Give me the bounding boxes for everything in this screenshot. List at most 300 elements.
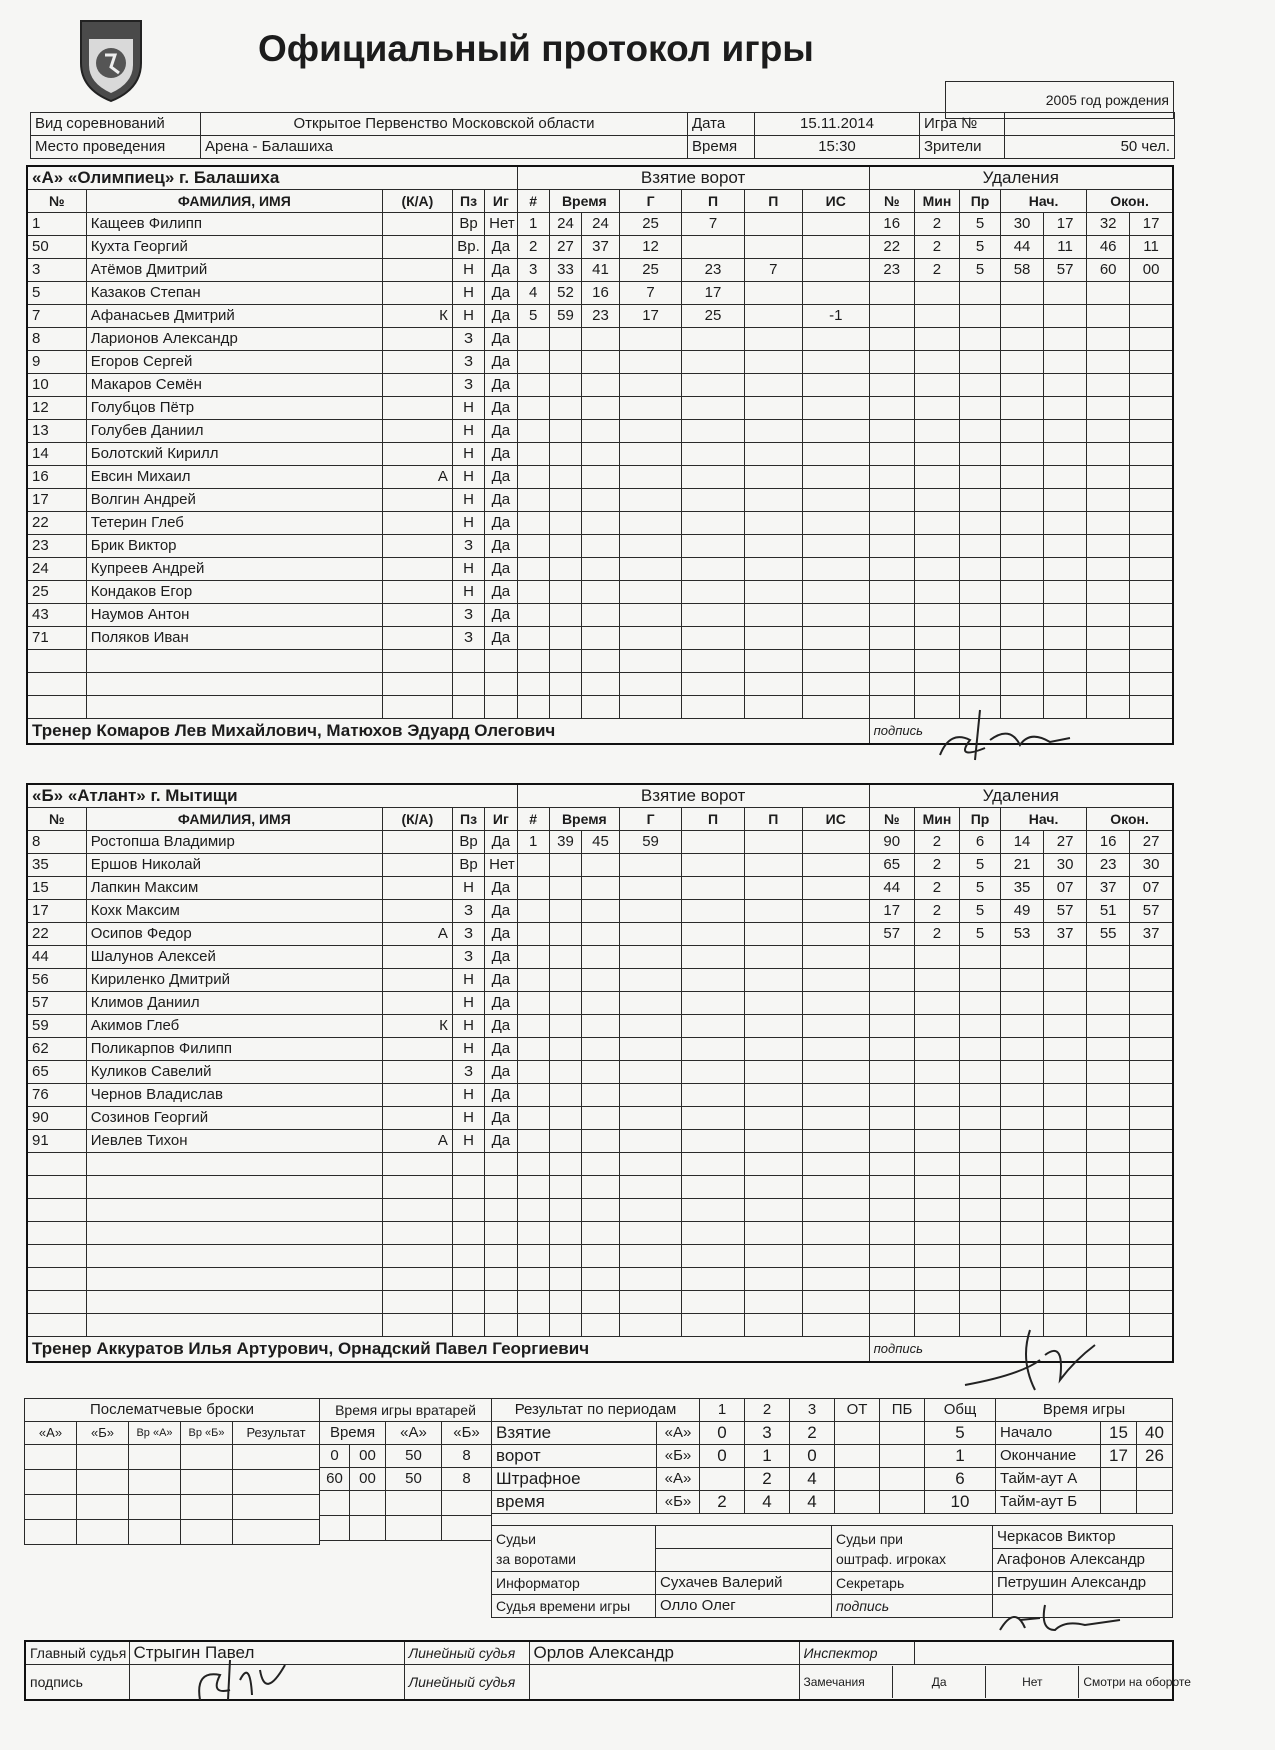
penalty-cell: [1044, 1245, 1087, 1268]
goal-cell: [744, 604, 802, 627]
col-goal-scorer: Г: [619, 808, 681, 831]
penalty-cell: [1130, 1038, 1173, 1061]
penalty-cell: [1087, 328, 1130, 351]
goal-cell: [744, 397, 802, 420]
goal-cell: [517, 1015, 549, 1038]
player-role: [382, 489, 452, 512]
player-row: [27, 1199, 1173, 1222]
penalty-cell: [1001, 1222, 1044, 1245]
player-row: [27, 512, 1173, 535]
player-pos: З: [452, 900, 484, 923]
penalty-cell: [1087, 1268, 1130, 1291]
goal-cell: [682, 1130, 744, 1153]
player-role: [382, 877, 452, 900]
player-name: Волгин Андрей: [86, 489, 382, 512]
penalty-cell: [1130, 1130, 1173, 1153]
goal-cell: [517, 877, 549, 900]
player-played: Да: [485, 236, 517, 259]
penalty-cell: [1001, 1153, 1044, 1176]
player-num: 7: [27, 305, 86, 328]
player-row: [27, 259, 1173, 282]
player-pos: З: [452, 535, 484, 558]
team-a-label: «А»: [657, 1422, 700, 1445]
penalty-cell: [1044, 351, 1087, 374]
goal-cell: [619, 1038, 681, 1061]
penalty-cell: [914, 992, 959, 1015]
penalty-cell: [914, 512, 959, 535]
penalty-cell: [1087, 992, 1130, 1015]
col-name: ФАМИЛИЯ, ИМЯ: [86, 808, 382, 831]
player-role: [382, 213, 452, 236]
goal-cell: [682, 854, 744, 877]
penalty-cell: [869, 374, 914, 397]
team-title: «Б» «Атлант» г. Мытищи: [27, 784, 517, 808]
goal-cell: [682, 1199, 744, 1222]
goal-cell: [549, 1061, 581, 1084]
penalty-cell: [869, 328, 914, 351]
goal-cell: [619, 673, 681, 696]
goal-cell: [582, 374, 620, 397]
player-row: [27, 443, 1173, 466]
player-num: 16: [27, 466, 86, 489]
penalty-cell: [869, 466, 914, 489]
penalty-cell: [960, 1268, 1001, 1291]
player-role: [382, 535, 452, 558]
player-pos: Н: [452, 1038, 484, 1061]
goals-label: Взятие: [492, 1422, 657, 1445]
player-pos: Н: [452, 1084, 484, 1107]
penalty-cell: [1044, 969, 1087, 992]
penalty-cell: 27: [1130, 831, 1173, 854]
goal-cell: [549, 1245, 581, 1268]
penalty-cell: [914, 1061, 959, 1084]
goal-cell: [619, 1130, 681, 1153]
goal-cell: [582, 1015, 620, 1038]
goal-cell: [802, 946, 869, 969]
player-played: Да: [485, 1038, 517, 1061]
goal-cell: [802, 535, 869, 558]
goal-cell: [549, 1291, 581, 1314]
goal-cell: [682, 1245, 744, 1268]
penalty-cell: [1130, 305, 1173, 328]
goal-cell: [619, 443, 681, 466]
penalty-cell: [1001, 420, 1044, 443]
goal-cell: [582, 1222, 620, 1245]
goalie-row: [320, 1445, 492, 1468]
penalty-cell: [869, 969, 914, 992]
player-role: [382, 946, 452, 969]
penalty-cell: [914, 1153, 959, 1176]
player-pos: З: [452, 946, 484, 969]
player-role: [382, 512, 452, 535]
goal-cell: [802, 650, 869, 673]
penalty-cell: 53: [1001, 923, 1044, 946]
player-num: 43: [27, 604, 86, 627]
penalty-cell: [1130, 604, 1173, 627]
penalty-cell: [960, 1084, 1001, 1107]
player-num: 76: [27, 1084, 86, 1107]
goal-cell: [549, 1222, 581, 1245]
goal-cell: [682, 923, 744, 946]
goal-cell: [802, 351, 869, 374]
penalty-cell: [1001, 489, 1044, 512]
penalty-cell: [1087, 443, 1130, 466]
goal-cell: [549, 854, 581, 877]
player-row: [27, 1061, 1173, 1084]
goals-header: Взятие ворот: [517, 166, 869, 190]
player-played: Да: [485, 992, 517, 1015]
player-name: [86, 650, 382, 673]
goal-cell: [549, 627, 581, 650]
player-played: Нет: [485, 213, 517, 236]
penalty-cell: [914, 397, 959, 420]
player-role: [382, 282, 452, 305]
goal-cell: [549, 923, 581, 946]
player-role: К: [382, 1015, 452, 1038]
timeout-b-label: Тайм-аут Б: [996, 1491, 1101, 1514]
goalie-row: [320, 1468, 492, 1491]
col-pen-end: Окон.: [1087, 808, 1173, 831]
goal-cell: [549, 696, 581, 719]
timeout-a-label: Тайм-аут А: [996, 1468, 1101, 1491]
player-name: Купреев Андрей: [86, 558, 382, 581]
player-name: Атёмов Дмитрий: [86, 259, 382, 282]
player-pos: Н: [452, 443, 484, 466]
penalty-cell: [869, 1015, 914, 1038]
goalie-time-col: Время: [320, 1422, 386, 1445]
sign-label: подпись: [869, 719, 1173, 745]
goal-cell: [582, 923, 620, 946]
penalty-cell: [1044, 1107, 1087, 1130]
goal-cell: [744, 558, 802, 581]
penalty-cell: [1001, 1015, 1044, 1038]
period-1: 1: [700, 1399, 745, 1422]
penalty-cell: [1087, 420, 1130, 443]
goal-cell: [802, 512, 869, 535]
penalty-cell: [1130, 489, 1173, 512]
col-ka: (К/А): [382, 190, 452, 213]
penalty-cell: [1001, 946, 1044, 969]
penalty-cell: [960, 466, 1001, 489]
penalty-cell: [1130, 1199, 1173, 1222]
goal-cell: [549, 443, 581, 466]
goal-cell: [582, 946, 620, 969]
col-pen-start: Нач.: [1001, 190, 1087, 213]
team-b-label: «Б»: [657, 1491, 700, 1514]
penalty-cell: [960, 305, 1001, 328]
penalty-cell: 60: [1087, 259, 1130, 282]
penalty-cell: [1001, 650, 1044, 673]
shootout-col-vr-b: Вр «Б»: [181, 1422, 233, 1445]
goal-cell: [802, 259, 869, 282]
col-pz: Пз: [452, 190, 484, 213]
penalty-cell: 37: [1087, 877, 1130, 900]
player-pos: З: [452, 374, 484, 397]
player-num: 17: [27, 489, 86, 512]
page-title: Официальный протокол игры: [258, 28, 814, 69]
player-name: Климов Даниил: [86, 992, 382, 1015]
see-back: Смотри на обороте: [1083, 1675, 1191, 1689]
col-pen-num: №: [869, 190, 914, 213]
period-pb: ПБ: [880, 1399, 925, 1422]
penalty-cell: [1001, 466, 1044, 489]
player-played: [485, 673, 517, 696]
goal-cell: [582, 466, 620, 489]
penalty-cell: [960, 489, 1001, 512]
goal-cell: [619, 351, 681, 374]
player-played: Да: [485, 1130, 517, 1153]
penalty-cell: [869, 1176, 914, 1199]
goal-cell: [682, 1153, 744, 1176]
player-row: [27, 397, 1173, 420]
team-a-section: [26, 165, 1174, 745]
player-name: Наумов Антон: [86, 604, 382, 627]
penalty-cell: [1044, 1291, 1087, 1314]
goal-cell: [619, 374, 681, 397]
goal-cell: [549, 900, 581, 923]
goal-cell: [582, 969, 620, 992]
penalty-cell: [914, 1038, 959, 1061]
goal-cell: [682, 946, 744, 969]
goal-cell: [744, 992, 802, 1015]
sign-label: подпись: [869, 1337, 1173, 1363]
goal-cell: [619, 1291, 681, 1314]
goal-cell: [802, 992, 869, 1015]
penalty-cell: [1001, 351, 1044, 374]
goal-cell: [517, 466, 549, 489]
penalty-cell: 22: [869, 236, 914, 259]
penalty-cell: 2: [914, 831, 959, 854]
player-row: [27, 1107, 1173, 1130]
penalty-cell: 17: [1044, 213, 1087, 236]
penalty-cell: 14: [1001, 831, 1044, 854]
col-goal-scorer: Г: [619, 190, 681, 213]
penalty-cell: 30: [1130, 854, 1173, 877]
player-played: [485, 1199, 517, 1222]
player-played: Да: [485, 627, 517, 650]
shootout-col-b: «Б»: [77, 1422, 129, 1445]
player-name: Кондаков Егор: [86, 581, 382, 604]
penalty-cell: [1044, 604, 1087, 627]
goal-cell: [802, 581, 869, 604]
goal-cell: [619, 328, 681, 351]
player-num: 59: [27, 1015, 86, 1038]
penalty-cell: 51: [1087, 900, 1130, 923]
goals-label-2: ворот: [492, 1445, 657, 1468]
player-played: Да: [485, 374, 517, 397]
penalty-cell: [914, 489, 959, 512]
goal-cell: [549, 1015, 581, 1038]
goal-cell: [549, 397, 581, 420]
goal-cell: [619, 581, 681, 604]
player-num: 22: [27, 512, 86, 535]
goal-cell: [619, 420, 681, 443]
goal-cell: [682, 992, 744, 1015]
penalty-cell: 49: [1001, 900, 1044, 923]
goal-cell: 24: [582, 213, 620, 236]
goal-cell: [802, 1245, 869, 1268]
goal-cell: [802, 1061, 869, 1084]
player-name: [86, 1199, 382, 1222]
penalty-cell: [960, 1061, 1001, 1084]
player-pos: Н: [452, 1130, 484, 1153]
penalty-cell: 5: [960, 213, 1001, 236]
informer: Сухачев Валерий: [656, 1572, 832, 1595]
goal-cell: [619, 397, 681, 420]
player-row: [27, 1130, 1173, 1153]
player-pos: Н: [452, 489, 484, 512]
goal-cell: [619, 923, 681, 946]
player-pos: [452, 1268, 484, 1291]
penalty-cell: [1001, 1268, 1044, 1291]
penalty-cell: [869, 604, 914, 627]
player-name: [86, 673, 382, 696]
penalty-cell: [914, 374, 959, 397]
player-played: Да: [485, 969, 517, 992]
penalty-cell: [1087, 489, 1130, 512]
penalty-cell: [1130, 1268, 1173, 1291]
goal-cell: [582, 1038, 620, 1061]
penalty-cell: [960, 535, 1001, 558]
penalty-cell: [869, 1268, 914, 1291]
goal-cell: [802, 213, 869, 236]
goal-cell: [682, 1015, 744, 1038]
goal-cell: [517, 946, 549, 969]
player-played: [485, 1291, 517, 1314]
penalty-cell: [960, 1107, 1001, 1130]
goal-cell: [582, 992, 620, 1015]
player-row: [27, 1245, 1173, 1268]
penalty-cell: [1044, 627, 1087, 650]
goal-cell: [682, 1268, 744, 1291]
penalty-cell: [914, 1268, 959, 1291]
goal-cell: [582, 558, 620, 581]
col-name: ФАМИЛИЯ, ИМЯ: [86, 190, 382, 213]
goal-cell: [682, 604, 744, 627]
player-num: 13: [27, 420, 86, 443]
penalty-cell: [1087, 512, 1130, 535]
player-name: Акимов Глеб: [86, 1015, 382, 1038]
goal-cell: [517, 1291, 549, 1314]
penalty-cell: 5: [960, 259, 1001, 282]
player-num: [27, 673, 86, 696]
goal-cell: [802, 558, 869, 581]
penalty-cell: [1044, 1268, 1087, 1291]
goal-cell: [802, 443, 869, 466]
goal-cell: 25: [682, 305, 744, 328]
player-row: [27, 877, 1173, 900]
player-role: [382, 420, 452, 443]
goal-cell: [582, 535, 620, 558]
penalty-cell: 00: [1130, 259, 1173, 282]
goal-cell: [744, 466, 802, 489]
goal-cell: 59: [549, 305, 581, 328]
goal-cell: [744, 1291, 802, 1314]
goal-cell: [744, 1061, 802, 1084]
player-played: [485, 1314, 517, 1337]
goal-cell: [802, 969, 869, 992]
player-played: Да: [485, 443, 517, 466]
goal-cell: 37: [582, 236, 620, 259]
player-pos: Н: [452, 282, 484, 305]
gk-a: 50: [386, 1468, 442, 1491]
goal-cell: [744, 1038, 802, 1061]
penalty-cell: [914, 1107, 959, 1130]
player-num: 57: [27, 992, 86, 1015]
penalty-cell: [914, 627, 959, 650]
goal-cell: [582, 1176, 620, 1199]
penalty-cell: [869, 1199, 914, 1222]
penalty-cell: [1087, 1015, 1130, 1038]
shootout-col-a: «А»: [25, 1422, 77, 1445]
player-row: [27, 969, 1173, 992]
penalty-cell: [914, 351, 959, 374]
penalty-cell: [1087, 282, 1130, 305]
goal-cell: [517, 923, 549, 946]
penalty-cell: [1044, 992, 1087, 1015]
goal-cell: [744, 489, 802, 512]
penalty-cell: [1001, 535, 1044, 558]
shootout-title: Послематчевые броски: [25, 1399, 320, 1422]
col-pen-start: Нач.: [1001, 808, 1087, 831]
player-num: 1: [27, 213, 86, 236]
penalty-cell: [914, 1176, 959, 1199]
goal-cell: [517, 1061, 549, 1084]
shootout-col-result: Результат: [233, 1422, 320, 1445]
goals-header: Взятие ворот: [517, 784, 869, 808]
periods-title: Результат по периодам: [492, 1399, 700, 1422]
goal-cell: [549, 604, 581, 627]
player-role: [382, 581, 452, 604]
gk-b: 8: [442, 1445, 492, 1468]
goal-cell: [549, 1084, 581, 1107]
player-role: [382, 831, 452, 854]
goal-cell: 1: [517, 831, 549, 854]
goal-cell: [582, 443, 620, 466]
penalty-cell: [1087, 466, 1130, 489]
goal-cell: [517, 1130, 549, 1153]
goal-cell: [682, 374, 744, 397]
penalty-cell: [1001, 1130, 1044, 1153]
competition-label: Вид соревнований: [31, 113, 201, 136]
penalty-cell: [869, 1153, 914, 1176]
goal-cell: [619, 1176, 681, 1199]
goal-cell: 33: [549, 259, 581, 282]
player-role: [382, 1314, 452, 1337]
player-played: Да: [485, 259, 517, 282]
penalty-cell: [1130, 443, 1173, 466]
player-row: [27, 1084, 1173, 1107]
penalty-cell: [914, 1084, 959, 1107]
penalty-cell: [960, 604, 1001, 627]
penalty-cell: [1044, 1153, 1087, 1176]
team-b-label: «Б»: [657, 1445, 700, 1468]
main-ref: Стрыгин Павел: [129, 1641, 404, 1665]
player-name: Казаков Степан: [86, 282, 382, 305]
player-num: [27, 1291, 86, 1314]
goal-cell: [744, 627, 802, 650]
goal-cell: [744, 1107, 802, 1130]
penalty-cell: [869, 1107, 914, 1130]
player-num: 12: [27, 397, 86, 420]
penalty-cell: [869, 443, 914, 466]
player-role: [382, 1222, 452, 1245]
goal-cell: 27: [549, 236, 581, 259]
goal-cell: [549, 512, 581, 535]
penalty-cell: 16: [869, 213, 914, 236]
player-name: Шалунов Алексей: [86, 946, 382, 969]
player-played: Да: [485, 1015, 517, 1038]
